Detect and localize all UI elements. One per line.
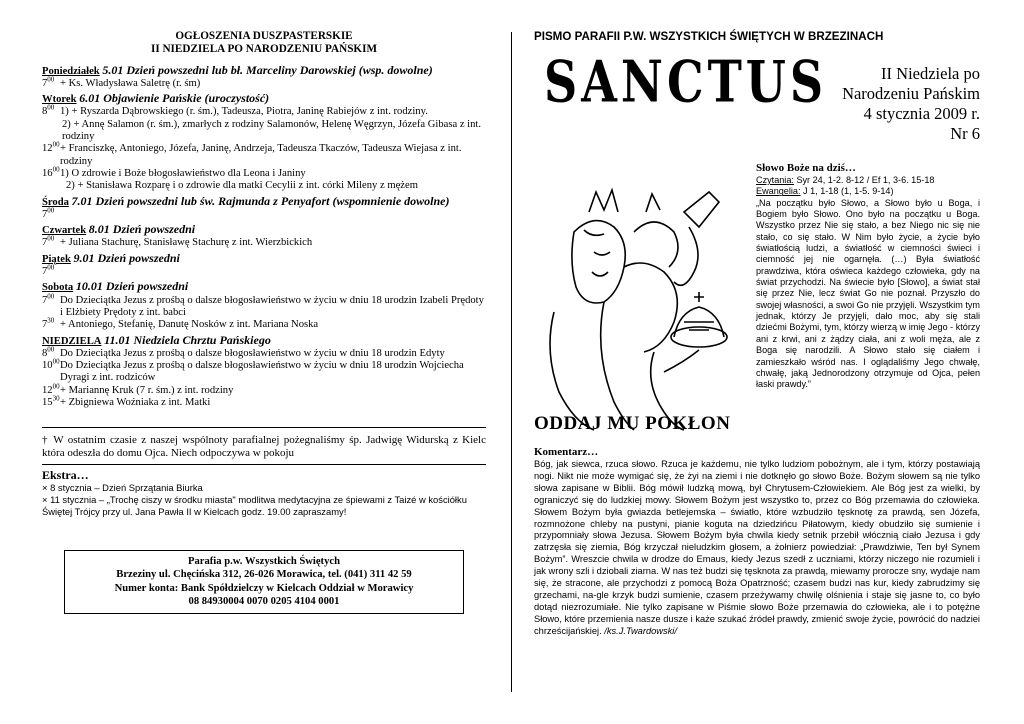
day-label: Poniedziałek xyxy=(42,65,100,77)
day-sunday xyxy=(42,334,486,348)
issue-number: Nr 6 xyxy=(950,124,980,143)
issue-info xyxy=(842,64,980,144)
magi-illustration xyxy=(534,172,744,432)
announcements-subtitle: II NIEDZIELA PO NARODZENIU PAŃSKIM xyxy=(150,42,378,55)
day-desc: 9.01 Dzień powszedni xyxy=(73,250,180,265)
section-heading: Słowo Boże na dziś… xyxy=(756,162,856,174)
word-of-god-section xyxy=(756,162,980,391)
day-label: Środa xyxy=(42,196,69,208)
day-label: Sobota xyxy=(42,282,74,294)
commentary-signature: /ks.J.Twardowski/ xyxy=(604,625,677,636)
day-label: NIEDZIELA xyxy=(42,335,102,347)
announcements-title: OGŁOSZENIA DUSZPASTERSKIE xyxy=(175,30,353,42)
headline: ODDAJ MU POKŁON xyxy=(534,413,731,434)
ekstra-item: × 11 stycznia – „Trochę ciszy w środku miasta" modlitwa medytacyjna ze śpiewami z Taizé w kościółku Świętej Trójcy przy ul. Jana Pawła II w Kielcach godz. 19.00 zapraszamy! xyxy=(42,493,467,517)
day-wednesday xyxy=(42,195,486,209)
day-monday xyxy=(42,64,486,78)
mass-entry: $15^{30}$ + Zbigniewa Woźniaka z int. Matki xyxy=(42,394,211,409)
day-desc: 7.01 Dzień powszedni lub św. Rajmunda z Penyafort (wspomnienie dowolne) xyxy=(71,193,450,208)
ekstra-heading: Ekstra… xyxy=(42,468,89,483)
mass-entry: $12^{00}$ + Mariannę Kruk (7 r. śm.) z int. rodziny xyxy=(42,382,234,396)
column-divider xyxy=(511,32,512,692)
commentary-section xyxy=(534,446,980,638)
section-heading: Komentarz… xyxy=(534,446,599,458)
mass-entry: $7^{00}$ xyxy=(42,263,55,278)
mass-entry: $10^{00}$ Do Dzieciątka Jezus z prośbą o dalsze błogosławieństwo w życiu w dniu 18 urodzin Wojciecha Dyragi z int. rodziców xyxy=(42,357,464,384)
mass-entry: $7^{00}$ + Juliana Stachurę, Stanisławę Stachurę z int. Wierzbickich xyxy=(42,234,313,249)
newsletter-column xyxy=(534,30,980,636)
parish-info-box xyxy=(64,550,464,614)
mass-entry: 2) + Annę Salamon (r. śm.), zmarłych z rodziny Salamonów, Helenę Węgrzyn, Józefa Gibasa z int. rodziny xyxy=(62,118,482,143)
obituary-notice: † W ostatnim czasie z naszej wspólnoty parafialnej pożegnaliśmy śp. Jadwigę Widurską z Kielc która odeszła do domu Ojca. Niech odpoczywa w pokoju xyxy=(42,427,486,465)
day-desc: 11.01 Niedziela Chrztu Pańskiego xyxy=(104,332,271,347)
day-tuesday xyxy=(42,92,486,106)
mass-entry: $7^{00}$ xyxy=(42,206,55,220)
day-label: Czwartek xyxy=(42,225,87,237)
mass-entry: $8^{00}$ Do Dzieciątka Jezus z prośbą o dalsze błogosławieństwo w życiu w dniu 18 urodzin Edyty xyxy=(42,345,445,359)
issue-line: II Niedziela po xyxy=(881,64,980,83)
parish-account: 08 84930004 0070 0205 4104 0001 xyxy=(188,596,340,608)
parish-bank: Numer konta: Bank Spółdzielczy w Kielcach Oddział w Morawicy xyxy=(114,582,414,594)
commentary-text: Bóg, jak siewca, rzuca słowo. Rzuca je każdemu, nie tylko ludziom pobożnym, ale i tym, którzy postawiają nogi. Nikt nie może wymigać się, że żyi na ziemi i nie dotknęło go słowo Boże. Bożym słowem są nie tylko słowa zapisane w Biblii. Bóg mówił ludzką mową, był Chrytusem-Człowiekiem. Ale Bóg jest za wielki, by ograniczyć się do ludzkiej mowy. Słowem Bożym jest wszystko to, przez co Bóg przemawia do człowieka. Słowem Bożym była gwiazda betlejemska – światło, które wzbudziło tęsknotę za prawdą, sen Józefa, rozmnożone chleby na pustyni, pianie koguta na dziedzińcu Piłatowym, kiedy obudziło się sumienie i przypomniały słowa Jezusa. Słowem Bożym była chwila kiedy setnik przebił włócznią ciało Jezusa i gdy zatrzęsła się ziemia, Bóg krzyczał nieludzkim głosem, a żołnierz powiedział: „Prawdziwie, Ten był Synem Bożym”. Wreszcie chwila w drodze do Emaus, kiedy Jezus szedł z uczniami, którzy niczego nie rozumieli i jak wrony szli i dziobali ziarna. W nas też budzi się tęsknota za prawdą, miewamy prorocze sny, wydaje nam się, że stracone, ale przychodzi z pomocą Boża Opatrzność; czasem budzi nas kur, kiedy zabrudzimy się grzechami, na-gle krzyk budzi sumienie, czasem przeżywamy chwilę olśnienia i staje się jasne to, co było dotąd niezrozumiałe. Nie tylko zapisane w Piśmie słowo Boże przemawia do człowieka, ale i to potężne Słowo, które przemienia nasze dusze i każe szukać źródeł prawdy, zmienić swoje życie, powrócić do nadziei chrześcijańskiej. /ks.J.Twardowski/ xyxy=(534,459,980,636)
mass-entry: 2) + Stanisława Rozparę i o zdrowie dla matki Cecylii z int. córki Mileny z mężem xyxy=(66,180,418,192)
mass-entry: $7^{00}$ + Ks. Władysława Saletrę (r. śm) xyxy=(42,75,201,89)
parish-name: Parafia p.w. Wszystkich Świętych xyxy=(188,555,340,567)
day-desc: 6.01 Objawienie Pańskie (uroczystość) xyxy=(79,91,270,106)
day-thursday xyxy=(42,223,486,237)
day-friday xyxy=(42,252,486,266)
readings: Czytania: Syr 24, 1-2. 8-12 / Ef 1, 3-6. 15-18 xyxy=(756,175,935,185)
ekstra-item: × 8 stycznia – Dzień Sprzątania Biurka xyxy=(42,481,203,493)
announcements-column xyxy=(42,30,486,614)
day-label: Piątek xyxy=(42,253,71,265)
issue-line: Narodzeniu Pańskim xyxy=(842,84,980,103)
issue-date: 4 stycznia 2009 r. xyxy=(863,104,980,123)
masthead: PISMO PARAFII P.W. WSZYSTKICH ŚWIĘTYCH W BRZEZINACH xyxy=(534,30,884,43)
day-desc: 8.01 Dzień powszedni xyxy=(88,222,196,237)
day-label: Wtorek xyxy=(42,94,77,106)
sanctus-logo: SANCTUS xyxy=(544,47,828,116)
day-saturday xyxy=(42,280,486,294)
gospel-text: „Na początku było Słowo, a Słowo było u Boga, i Bogiem było Słowo. Ono było na początku u Boga. Wszystko przez Nie się stało, a bez Niego nic się nie stało, co się stało. W Nim było życie, a życie było światłością ludzi, a światłość w ciemności świeci i ciemność jej nie ogarnęła. (…) Była światłość prawdziwa, która oświeca każdego człowieka, gdy na świat przychodzi. Na świecie było [Słowo], a świat stał się przez Nie, lecz świat Go nie poznał. Przyszło do swojej własności, a swoi Go nie przyjęli. Wszystkim tym jednak, którzy Je przyjęli, dało moc, aby się stali dziećmi Bożymi, tym, którzy wierzą w imię Jego - którzy ani z krwi, ani z żądzy ciała, ani z woli męża, ale z Boga się narodzili. A Słowo stało się ciałem i zamieszkało wśród nas. I oglądaliśmy Jego chwałę, chwałę, jaką Jednorodzony otrzymuje od Ojca, pełen łaski prawdy.” xyxy=(756,197,980,390)
gospel-ref: Ewangelia: J 1, 1-18 (1, 1-5. 9-14) xyxy=(756,186,894,197)
day-desc: 5.01 Dzień powszedni lub bł. Marceliny Darowskiej (wsp. dowolne) xyxy=(102,62,433,77)
mass-entry: $12^{00}$ + Franciszkę, Antoniego, Józefa, Janinę, Andrzeja, Tadeusza Tkaczów, Tadeusza Wiejasa z int. rodziny xyxy=(42,140,462,167)
parish-address: Brzeziny ul. Chęcińska 312, 26-026 Morawica, tel. (041) 311 42 59 xyxy=(116,569,412,581)
mass-entry: $16^{00}$ 1) O zdrowie i Boże błogosławieństwo dla Leona i Janiny xyxy=(42,165,306,179)
mass-entry: $7^{30}$ + Antoniego, Stefanię, Danutę Nosków z int. Mariana Noska xyxy=(42,316,319,331)
mass-entry: $8^{00}$ 1) + Ryszarda Dąbrowskiego (r. śm.), Tadeusza, Piotra, Janinę Rabiejów z int. rodziny. xyxy=(42,103,428,118)
day-desc: 10.01 Dzień powszedni xyxy=(75,279,189,294)
mass-entry: $7^{00}$ Do Dzieciątka Jezus z prośbą o dalsze błogosławieństwo w życiu w dniu 18 urodzin Izabeli Prędoty i Elżbiety Prędoty z int. babci xyxy=(42,292,484,318)
